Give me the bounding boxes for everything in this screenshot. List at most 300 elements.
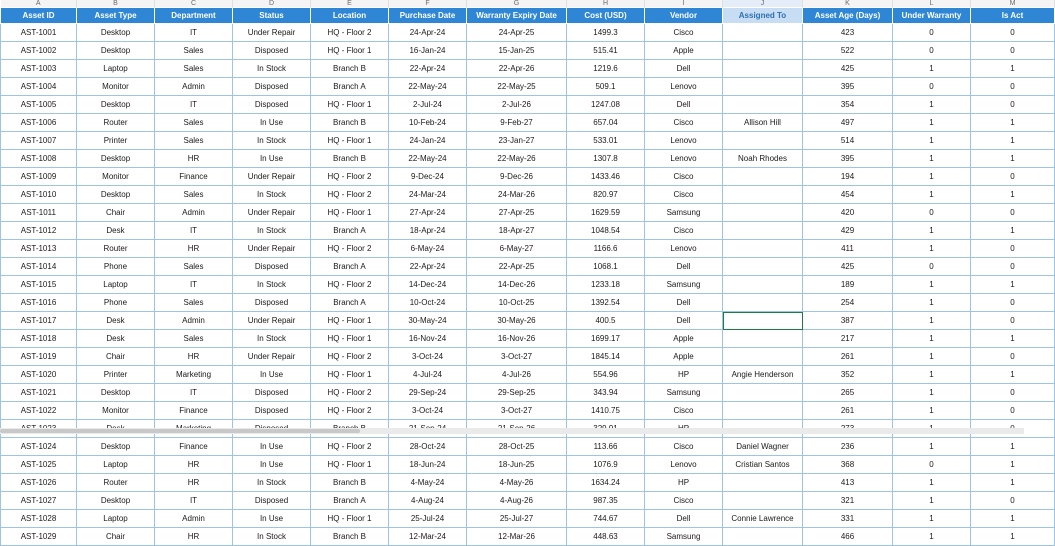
table-cell[interactable]: In Use <box>233 456 311 474</box>
table-cell[interactable]: 1 <box>893 312 971 330</box>
column-header[interactable]: Asset ID <box>1 8 77 24</box>
table-cell[interactable]: 466 <box>803 528 893 546</box>
table-cell[interactable]: Chair <box>77 348 155 366</box>
table-cell[interactable]: AST-1008 <box>1 150 77 168</box>
table-cell[interactable]: 1 <box>893 384 971 402</box>
table-cell[interactable]: Branch A <box>311 222 389 240</box>
table-cell[interactable]: 113.66 <box>567 438 645 456</box>
table-cell[interactable] <box>723 348 803 366</box>
table-cell[interactable] <box>723 276 803 294</box>
table-cell[interactable]: Connie Lawrence <box>723 510 803 528</box>
table-cell[interactable]: 4-Jul-24 <box>389 366 467 384</box>
table-cell[interactable]: In Stock <box>233 132 311 150</box>
table-cell[interactable]: Laptop <box>77 510 155 528</box>
table-cell[interactable]: Finance <box>155 168 233 186</box>
table-cell[interactable]: 27-Apr-24 <box>389 204 467 222</box>
table-cell[interactable]: 16-Nov-26 <box>467 330 567 348</box>
table-cell[interactable]: 22-Apr-26 <box>467 60 567 78</box>
table-cell[interactable]: Dell <box>645 60 723 78</box>
table-cell[interactable]: 411 <box>803 240 893 258</box>
table-cell[interactable]: 25-Jul-27 <box>467 510 567 528</box>
table-cell[interactable]: Cisco <box>645 438 723 456</box>
table-cell[interactable]: 0 <box>893 42 971 60</box>
table-cell[interactable]: Sales <box>155 186 233 204</box>
table-cell[interactable]: 1076.9 <box>567 456 645 474</box>
table-cell[interactable]: HR <box>155 474 233 492</box>
table-cell[interactable]: AST-1027 <box>1 492 77 510</box>
table-cell[interactable]: Admin <box>155 78 233 96</box>
table-cell[interactable]: 497 <box>803 114 893 132</box>
table-cell[interactable]: AST-1016 <box>1 294 77 312</box>
table-cell[interactable]: 16-Jan-24 <box>389 42 467 60</box>
table-cell[interactable]: Lenovo <box>645 456 723 474</box>
table-cell[interactable]: 0 <box>971 258 1055 276</box>
table-cell[interactable]: Cisco <box>645 222 723 240</box>
table-cell[interactable]: 1 <box>893 294 971 312</box>
table-cell[interactable] <box>723 204 803 222</box>
table-cell[interactable]: 0 <box>971 312 1055 330</box>
table-cell[interactable] <box>723 24 803 42</box>
column-letter[interactable]: M <box>971 0 1055 8</box>
table-cell[interactable]: Angie Henderson <box>723 366 803 384</box>
table-cell[interactable]: 4-May-24 <box>389 474 467 492</box>
table-cell[interactable]: Lenovo <box>645 150 723 168</box>
table-cell[interactable]: 1 <box>971 510 1055 528</box>
table-cell[interactable]: HQ - Floor 2 <box>311 438 389 456</box>
table-cell[interactable]: 331 <box>803 510 893 528</box>
table-cell[interactable] <box>723 528 803 546</box>
table-cell[interactable]: Sales <box>155 114 233 132</box>
table-cell[interactable]: 27-Apr-25 <box>467 204 567 222</box>
table-cell[interactable]: Finance <box>155 402 233 420</box>
table-cell[interactable]: AST-1012 <box>1 222 77 240</box>
table-cell[interactable]: 9-Dec-26 <box>467 168 567 186</box>
table-cell[interactable]: 1410.75 <box>567 402 645 420</box>
table-cell[interactable]: 18-Jun-25 <box>467 456 567 474</box>
table-cell[interactable]: 3-Oct-24 <box>389 348 467 366</box>
table-cell[interactable]: Desktop <box>77 24 155 42</box>
table-cell[interactable]: 254 <box>803 294 893 312</box>
table-cell[interactable]: HQ - Floor 1 <box>311 204 389 222</box>
table-cell[interactable]: 1634.24 <box>567 474 645 492</box>
table-cell[interactable]: 1219.6 <box>567 60 645 78</box>
table-cell[interactable]: Desk <box>77 312 155 330</box>
table-cell[interactable]: 413 <box>803 474 893 492</box>
table-cell[interactable]: HQ - Floor 1 <box>311 42 389 60</box>
table-cell[interactable]: 3-Oct-27 <box>467 348 567 366</box>
table-cell[interactable]: 0 <box>893 258 971 276</box>
table-cell[interactable]: HQ - Floor 2 <box>311 402 389 420</box>
table-cell[interactable]: Dell <box>645 96 723 114</box>
table-cell[interactable]: 515.41 <box>567 42 645 60</box>
table-cell[interactable]: HR <box>155 528 233 546</box>
table-cell[interactable]: 514 <box>803 132 893 150</box>
table-cell[interactable]: 509.1 <box>567 78 645 96</box>
table-cell[interactable] <box>723 78 803 96</box>
table-cell[interactable]: Allison Hill <box>723 114 803 132</box>
column-letter[interactable]: C <box>155 0 233 8</box>
table-cell[interactable]: In Use <box>233 366 311 384</box>
table-cell[interactable]: In Stock <box>233 60 311 78</box>
table-cell[interactable] <box>723 240 803 258</box>
table-cell[interactable]: 1 <box>971 276 1055 294</box>
table-cell[interactable]: 9-Feb-27 <box>467 114 567 132</box>
column-letter[interactable]: H <box>567 0 645 8</box>
table-cell[interactable]: 12-Mar-24 <box>389 528 467 546</box>
table-cell[interactable]: 217 <box>803 330 893 348</box>
table-cell[interactable] <box>723 330 803 348</box>
table-cell[interactable]: Cisco <box>645 186 723 204</box>
table-cell[interactable]: Router <box>77 240 155 258</box>
table-cell[interactable]: Monitor <box>77 168 155 186</box>
table-cell[interactable]: 395 <box>803 150 893 168</box>
table-cell[interactable]: 429 <box>803 222 893 240</box>
table-cell[interactable]: Disposed <box>233 78 311 96</box>
column-header[interactable]: Vendor <box>645 8 723 24</box>
table-cell[interactable]: Cisco <box>645 24 723 42</box>
table-cell[interactable]: 10-Oct-25 <box>467 294 567 312</box>
table-cell[interactable]: 1 <box>893 438 971 456</box>
table-cell[interactable]: IT <box>155 24 233 42</box>
table-cell[interactable]: Cisco <box>645 168 723 186</box>
table-cell[interactable]: 820.97 <box>567 186 645 204</box>
table-cell[interactable]: 1 <box>971 366 1055 384</box>
table-cell[interactable]: Disposed <box>233 492 311 510</box>
table-cell[interactable]: Apple <box>645 42 723 60</box>
table-cell[interactable]: Cisco <box>645 402 723 420</box>
table-cell[interactable]: HP <box>645 474 723 492</box>
table-cell[interactable]: 1 <box>893 510 971 528</box>
table-cell[interactable]: HQ - Floor 1 <box>311 456 389 474</box>
table-cell[interactable]: Sales <box>155 60 233 78</box>
table-cell[interactable]: 1629.59 <box>567 204 645 222</box>
table-cell[interactable]: Admin <box>155 312 233 330</box>
column-header[interactable]: Purchase Date <box>389 8 467 24</box>
table-cell[interactable]: Branch B <box>311 528 389 546</box>
table-cell[interactable]: Disposed <box>233 402 311 420</box>
table-cell[interactable]: 1 <box>893 222 971 240</box>
table-cell[interactable]: 1068.1 <box>567 258 645 276</box>
table-cell[interactable]: IT <box>155 276 233 294</box>
table-cell[interactable]: 0 <box>971 96 1055 114</box>
column-header[interactable]: Assigned To <box>723 8 803 24</box>
table-cell[interactable]: Marketing <box>155 366 233 384</box>
table-cell[interactable]: Dell <box>645 294 723 312</box>
table-cell[interactable]: AST-1022 <box>1 402 77 420</box>
column-letter[interactable]: L <box>893 0 971 8</box>
table-cell[interactable]: 1 <box>893 150 971 168</box>
table-cell[interactable]: 425 <box>803 258 893 276</box>
table-cell[interactable]: 395 <box>803 78 893 96</box>
table-cell[interactable]: AST-1003 <box>1 60 77 78</box>
table-cell[interactable]: Apple <box>645 330 723 348</box>
table-cell[interactable]: Dell <box>645 510 723 528</box>
table-cell[interactable]: 23-Jan-27 <box>467 132 567 150</box>
table-cell[interactable]: 22-Apr-25 <box>467 258 567 276</box>
table-cell[interactable]: Disposed <box>233 42 311 60</box>
table-cell[interactable]: 0 <box>893 456 971 474</box>
table-cell[interactable]: 0 <box>971 168 1055 186</box>
table-cell[interactable]: 2-Jul-24 <box>389 96 467 114</box>
table-cell[interactable]: HQ - Floor 1 <box>311 330 389 348</box>
table-cell[interactable]: 14-Dec-24 <box>389 276 467 294</box>
table-cell[interactable] <box>723 186 803 204</box>
table-cell[interactable]: 554.96 <box>567 366 645 384</box>
table-cell[interactable]: Apple <box>645 348 723 366</box>
table-cell[interactable]: 1 <box>971 132 1055 150</box>
table-cell[interactable]: In Use <box>233 114 311 132</box>
table-cell[interactable]: 1 <box>893 114 971 132</box>
table-cell[interactable]: AST-1029 <box>1 528 77 546</box>
table-cell[interactable]: 4-Aug-26 <box>467 492 567 510</box>
table-cell[interactable]: AST-1025 <box>1 456 77 474</box>
table-cell[interactable]: Desktop <box>77 492 155 510</box>
table-cell[interactable]: Chair <box>77 204 155 222</box>
column-letter[interactable]: A <box>1 0 77 8</box>
table-cell[interactable]: 6-May-24 <box>389 240 467 258</box>
table-cell[interactable]: 0 <box>971 348 1055 366</box>
table-cell[interactable]: 261 <box>803 348 893 366</box>
table-cell[interactable]: 2-Jul-26 <box>467 96 567 114</box>
table-cell[interactable]: 522 <box>803 42 893 60</box>
table-cell[interactable]: 425 <box>803 60 893 78</box>
table-cell[interactable]: 261 <box>803 402 893 420</box>
table-cell[interactable]: Desktop <box>77 438 155 456</box>
table-cell[interactable]: 29-Sep-24 <box>389 384 467 402</box>
table-cell[interactable]: 1247.08 <box>567 96 645 114</box>
table-cell[interactable]: 1845.14 <box>567 348 645 366</box>
table-cell[interactable]: Samsung <box>645 276 723 294</box>
table-cell[interactable]: AST-1013 <box>1 240 77 258</box>
table-cell[interactable]: 4-Aug-24 <box>389 492 467 510</box>
table-cell[interactable]: 3-Oct-27 <box>467 402 567 420</box>
table-cell[interactable]: 0 <box>893 204 971 222</box>
table-cell[interactable]: AST-1021 <box>1 384 77 402</box>
table-cell[interactable] <box>723 96 803 114</box>
table-cell[interactable]: Desktop <box>77 150 155 168</box>
table-cell[interactable]: 420 <box>803 204 893 222</box>
table-cell[interactable]: IT <box>155 96 233 114</box>
scrollbar-thumb[interactable] <box>0 429 360 433</box>
table-cell[interactable]: 352 <box>803 366 893 384</box>
table-cell[interactable]: 533.01 <box>567 132 645 150</box>
table-cell[interactable]: 1 <box>971 114 1055 132</box>
table-cell[interactable]: 18-Apr-24 <box>389 222 467 240</box>
table-cell[interactable] <box>723 384 803 402</box>
table-cell[interactable]: IT <box>155 222 233 240</box>
table-cell[interactable]: AST-1004 <box>1 78 77 96</box>
table-cell[interactable]: 368 <box>803 456 893 474</box>
table-cell[interactable]: 22-May-24 <box>389 78 467 96</box>
table-cell[interactable]: 25-Jul-24 <box>389 510 467 528</box>
table-cell[interactable]: Under Repair <box>233 312 311 330</box>
table-cell[interactable]: 24-Apr-24 <box>389 24 467 42</box>
table-cell[interactable]: HQ - Floor 1 <box>311 96 389 114</box>
table-cell[interactable]: AST-1010 <box>1 186 77 204</box>
table-cell[interactable]: In Stock <box>233 186 311 204</box>
table-cell[interactable]: AST-1014 <box>1 258 77 276</box>
table-cell[interactable]: Cristian Santos <box>723 456 803 474</box>
table-cell[interactable]: 0 <box>971 384 1055 402</box>
table-cell[interactable]: Laptop <box>77 276 155 294</box>
table-cell[interactable]: 22-May-25 <box>467 78 567 96</box>
table-cell[interactable]: 1 <box>971 150 1055 168</box>
table-cell[interactable]: 4-Jul-26 <box>467 366 567 384</box>
table-cell[interactable] <box>723 168 803 186</box>
table-cell[interactable]: Cisco <box>645 492 723 510</box>
table-cell[interactable]: 9-Dec-24 <box>389 168 467 186</box>
table-cell[interactable]: AST-1001 <box>1 24 77 42</box>
table-cell[interactable]: Phone <box>77 294 155 312</box>
table-cell[interactable]: IT <box>155 384 233 402</box>
table-cell[interactable] <box>723 402 803 420</box>
column-header[interactable]: Asset Type <box>77 8 155 24</box>
table-cell[interactable]: 343.94 <box>567 384 645 402</box>
table-cell[interactable]: 16-Nov-24 <box>389 330 467 348</box>
table-cell[interactable]: Sales <box>155 294 233 312</box>
table-cell[interactable]: 1 <box>971 60 1055 78</box>
table-cell[interactable]: 423 <box>803 24 893 42</box>
column-letter[interactable]: D <box>233 0 311 8</box>
table-cell[interactable]: Branch B <box>311 150 389 168</box>
table-cell[interactable]: 1 <box>893 96 971 114</box>
table-cell[interactable]: In Stock <box>233 276 311 294</box>
table-cell[interactable]: HQ - Floor 2 <box>311 168 389 186</box>
table-cell[interactable]: In Use <box>233 150 311 168</box>
table-cell[interactable]: 657.04 <box>567 114 645 132</box>
table-cell[interactable]: Lenovo <box>645 132 723 150</box>
table-cell[interactable]: 24-Mar-26 <box>467 186 567 204</box>
table-cell[interactable]: 4-May-26 <box>467 474 567 492</box>
table-cell[interactable]: Branch B <box>311 114 389 132</box>
table-cell[interactable]: HR <box>155 240 233 258</box>
table-cell[interactable]: Samsung <box>645 384 723 402</box>
table-cell[interactable]: HQ - Floor 2 <box>311 348 389 366</box>
table-cell[interactable]: HQ - Floor 1 <box>311 510 389 528</box>
table-cell[interactable]: Sales <box>155 258 233 276</box>
table-cell[interactable]: Finance <box>155 438 233 456</box>
table-cell[interactable]: In Stock <box>233 528 311 546</box>
table-cell[interactable]: Laptop <box>77 456 155 474</box>
table-cell[interactable]: 1 <box>893 366 971 384</box>
table-cell[interactable]: HQ - Floor 1 <box>311 312 389 330</box>
table-cell[interactable]: Sales <box>155 132 233 150</box>
table-cell[interactable]: 0 <box>971 42 1055 60</box>
table-cell[interactable]: 1 <box>893 168 971 186</box>
table-cell[interactable]: AST-1005 <box>1 96 77 114</box>
table-cell[interactable]: 1 <box>893 528 971 546</box>
table-cell[interactable]: 15-Jan-25 <box>467 42 567 60</box>
table-cell[interactable]: 448.63 <box>567 528 645 546</box>
column-letter[interactable]: K <box>803 0 893 8</box>
column-header[interactable]: Department <box>155 8 233 24</box>
table-cell[interactable]: Under Repair <box>233 204 311 222</box>
table-cell[interactable]: AST-1009 <box>1 168 77 186</box>
table-cell[interactable]: Under Repair <box>233 348 311 366</box>
table-cell[interactable]: Branch A <box>311 258 389 276</box>
table-cell[interactable] <box>723 222 803 240</box>
table-cell[interactable]: Printer <box>77 366 155 384</box>
table-cell[interactable]: 0 <box>971 402 1055 420</box>
table-cell[interactable]: Noah Rhodes <box>723 150 803 168</box>
table-cell[interactable]: 10-Oct-24 <box>389 294 467 312</box>
table-cell[interactable]: Desktop <box>77 42 155 60</box>
column-letter[interactable]: E <box>311 0 389 8</box>
table-cell[interactable]: HQ - Floor 2 <box>311 24 389 42</box>
table-cell[interactable]: Disposed <box>233 258 311 276</box>
table-cell[interactable]: 1 <box>893 132 971 150</box>
table-cell[interactable]: 1499.3 <box>567 24 645 42</box>
table-cell[interactable]: Desktop <box>77 384 155 402</box>
table-cell[interactable]: 1 <box>971 330 1055 348</box>
column-header[interactable]: Location <box>311 8 389 24</box>
table-cell[interactable]: 30-May-24 <box>389 312 467 330</box>
table-cell[interactable]: 1 <box>971 222 1055 240</box>
table-cell[interactable]: HP <box>645 366 723 384</box>
table-cell[interactable]: 1 <box>893 348 971 366</box>
table-cell[interactable]: Desk <box>77 222 155 240</box>
table-cell[interactable]: In Use <box>233 510 311 528</box>
table-cell[interactable] <box>723 474 803 492</box>
table-cell[interactable]: Branch A <box>311 492 389 510</box>
table-cell[interactable]: 1433.46 <box>567 168 645 186</box>
table-cell[interactable]: Samsung <box>645 528 723 546</box>
table-cell[interactable]: 14-Dec-26 <box>467 276 567 294</box>
table-cell[interactable]: 1 <box>971 186 1055 204</box>
column-header[interactable]: Status <box>233 8 311 24</box>
table-cell[interactable]: Admin <box>155 204 233 222</box>
table-cell[interactable]: 987.35 <box>567 492 645 510</box>
table-cell[interactable]: 24-Apr-25 <box>467 24 567 42</box>
table-cell[interactable]: 18-Apr-27 <box>467 222 567 240</box>
table-cell[interactable]: In Stock <box>233 474 311 492</box>
table-cell[interactable]: 30-May-26 <box>467 312 567 330</box>
table-cell[interactable] <box>723 492 803 510</box>
column-header[interactable]: Asset Age (Days) <box>803 8 893 24</box>
table-cell[interactable]: AST-1006 <box>1 114 77 132</box>
table-cell[interactable]: AST-1028 <box>1 510 77 528</box>
table-cell[interactable]: 29-Sep-25 <box>467 384 567 402</box>
table-cell[interactable]: Dell <box>645 312 723 330</box>
table-cell[interactable]: 265 <box>803 384 893 402</box>
table-cell[interactable]: HR <box>155 150 233 168</box>
table-cell[interactable]: 1 <box>893 186 971 204</box>
table-cell[interactable]: 3-Oct-24 <box>389 402 467 420</box>
table-cell[interactable]: AST-1007 <box>1 132 77 150</box>
table-cell[interactable]: 28-Oct-24 <box>389 438 467 456</box>
table-cell[interactable]: 1233.18 <box>567 276 645 294</box>
table-cell[interactable]: 1 <box>971 456 1055 474</box>
table-cell[interactable] <box>723 258 803 276</box>
table-cell[interactable] <box>723 312 803 330</box>
table-cell[interactable]: Under Repair <box>233 240 311 258</box>
table-cell[interactable]: AST-1015 <box>1 276 77 294</box>
table-cell[interactable]: Desktop <box>77 96 155 114</box>
table-cell[interactable]: AST-1024 <box>1 438 77 456</box>
column-header[interactable]: Cost (USD) <box>567 8 645 24</box>
column-letter[interactable]: G <box>467 0 567 8</box>
table-cell[interactable]: 387 <box>803 312 893 330</box>
table-cell[interactable]: 1048.54 <box>567 222 645 240</box>
table-cell[interactable]: 400.5 <box>567 312 645 330</box>
table-cell[interactable]: Router <box>77 114 155 132</box>
table-cell[interactable]: 744.67 <box>567 510 645 528</box>
table-cell[interactable]: Branch A <box>311 294 389 312</box>
table-cell[interactable]: AST-1026 <box>1 474 77 492</box>
table-cell[interactable]: 1 <box>893 402 971 420</box>
table-cell[interactable]: 236 <box>803 438 893 456</box>
table-cell[interactable]: Sales <box>155 42 233 60</box>
